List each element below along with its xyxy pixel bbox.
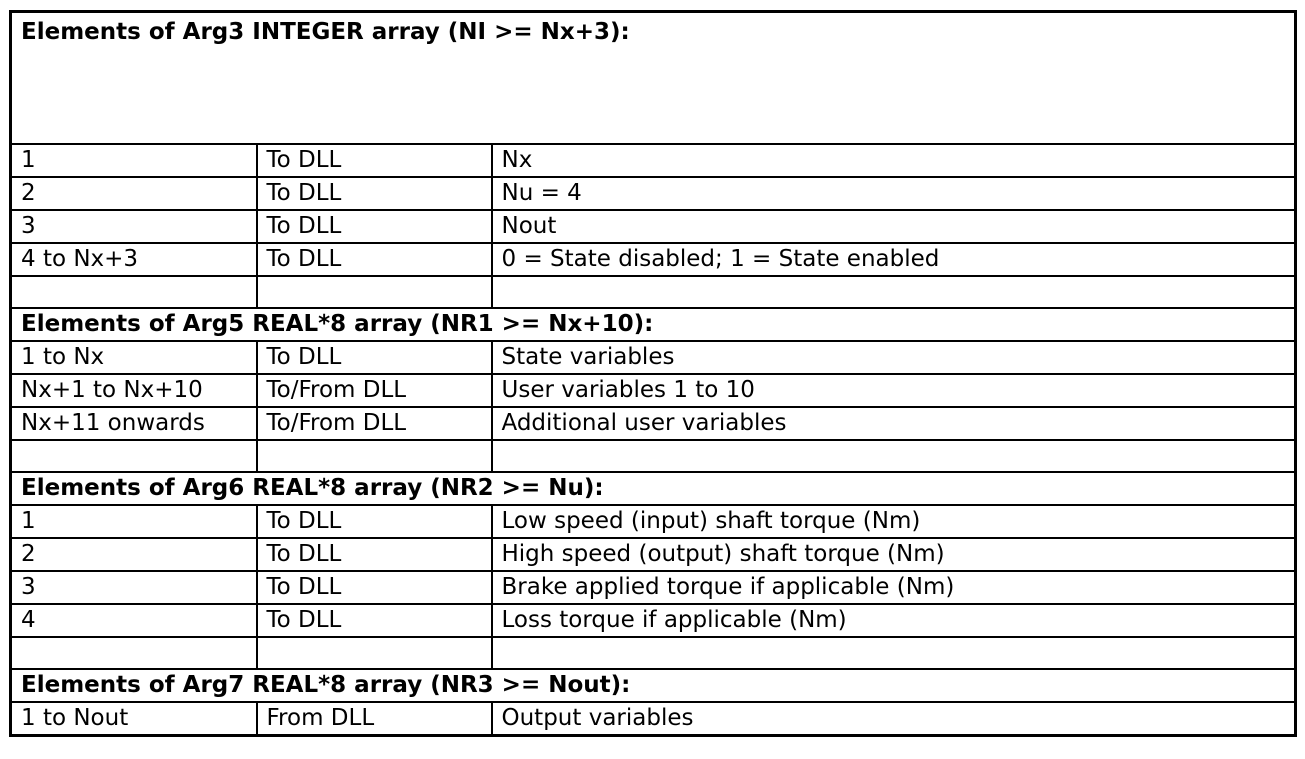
section-header: Elements of Arg3 INTEGER array (NI >= Nx+3): [11,12,1296,145]
table-row [11,144,1296,177]
table-row [11,210,1296,243]
index-cell: 1 to Nx [11,341,257,374]
description-cell [492,276,1296,308]
direction-cell: To DLL [257,210,492,243]
direction-cell: To DLL [257,571,492,604]
index-cell: 4 [11,604,257,637]
description-cell: User variables 1 to 10 [492,374,1296,407]
table-row [11,374,1296,407]
description-cell: Brake applied torque if applicable (Nm) [492,571,1296,604]
direction-cell: To DLL [257,538,492,571]
description-cell: 0 = State disabled; 1 = State enabled [492,243,1296,276]
direction-cell: To DLL [257,243,492,276]
table-row [11,243,1296,276]
index-cell: 1 to Nout [11,702,257,736]
section-header-row [11,308,1296,341]
index-cell: Nx+1 to Nx+10 [11,374,257,407]
description-cell: Nout [492,210,1296,243]
direction-cell: To/From DLL [257,407,492,440]
section-header-row [11,669,1296,702]
section-header: Elements of Arg5 REAL*8 array (NR1 >= Nx+10): [11,308,1296,341]
direction-cell: To DLL [257,144,492,177]
table-body [11,12,1296,736]
index-cell: Nx+11 onwards [11,407,257,440]
direction-cell: To DLL [257,177,492,210]
direction-cell: To/From DLL [257,374,492,407]
direction-cell [257,276,492,308]
description-cell [492,440,1296,472]
index-cell: 1 [11,144,257,177]
description-cell: High speed (output) shaft torque (Nm) [492,538,1296,571]
description-cell: Nx [492,144,1296,177]
direction-cell [257,440,492,472]
description-cell: Loss torque if applicable (Nm) [492,604,1296,637]
direction-cell: From DLL [257,702,492,736]
table-row [11,505,1296,538]
direction-cell [257,637,492,669]
description-cell: State variables [492,341,1296,374]
table-row [11,702,1296,736]
index-cell [11,276,257,308]
section-header-row [11,472,1296,505]
table-row [11,341,1296,374]
description-cell: Low speed (input) shaft torque (Nm) [492,505,1296,538]
index-cell: 3 [11,210,257,243]
table-row [11,538,1296,571]
table-row [11,571,1296,604]
table-row [11,604,1296,637]
description-cell: Additional user variables [492,407,1296,440]
index-cell: 3 [11,571,257,604]
table-row [11,177,1296,210]
index-cell [11,440,257,472]
spacer-row [11,276,1296,308]
direction-cell: To DLL [257,341,492,374]
direction-cell: To DLL [257,505,492,538]
spacer-row [11,440,1296,472]
index-cell: 2 [11,538,257,571]
index-cell: 2 [11,177,257,210]
direction-cell: To DLL [257,604,492,637]
section-header: Elements of Arg7 REAL*8 array (NR3 >= Nout): [11,669,1296,702]
dll-interface-table [9,10,1297,737]
section-header: Elements of Arg6 REAL*8 array (NR2 >= Nu): [11,472,1296,505]
index-cell: 1 [11,505,257,538]
table-row [11,407,1296,440]
description-cell: Nu = 4 [492,177,1296,210]
section-header-row [11,12,1296,145]
description-cell [492,637,1296,669]
spacer-row [11,637,1296,669]
index-cell [11,637,257,669]
index-cell: 4 to Nx+3 [11,243,257,276]
description-cell: Output variables [492,702,1296,736]
